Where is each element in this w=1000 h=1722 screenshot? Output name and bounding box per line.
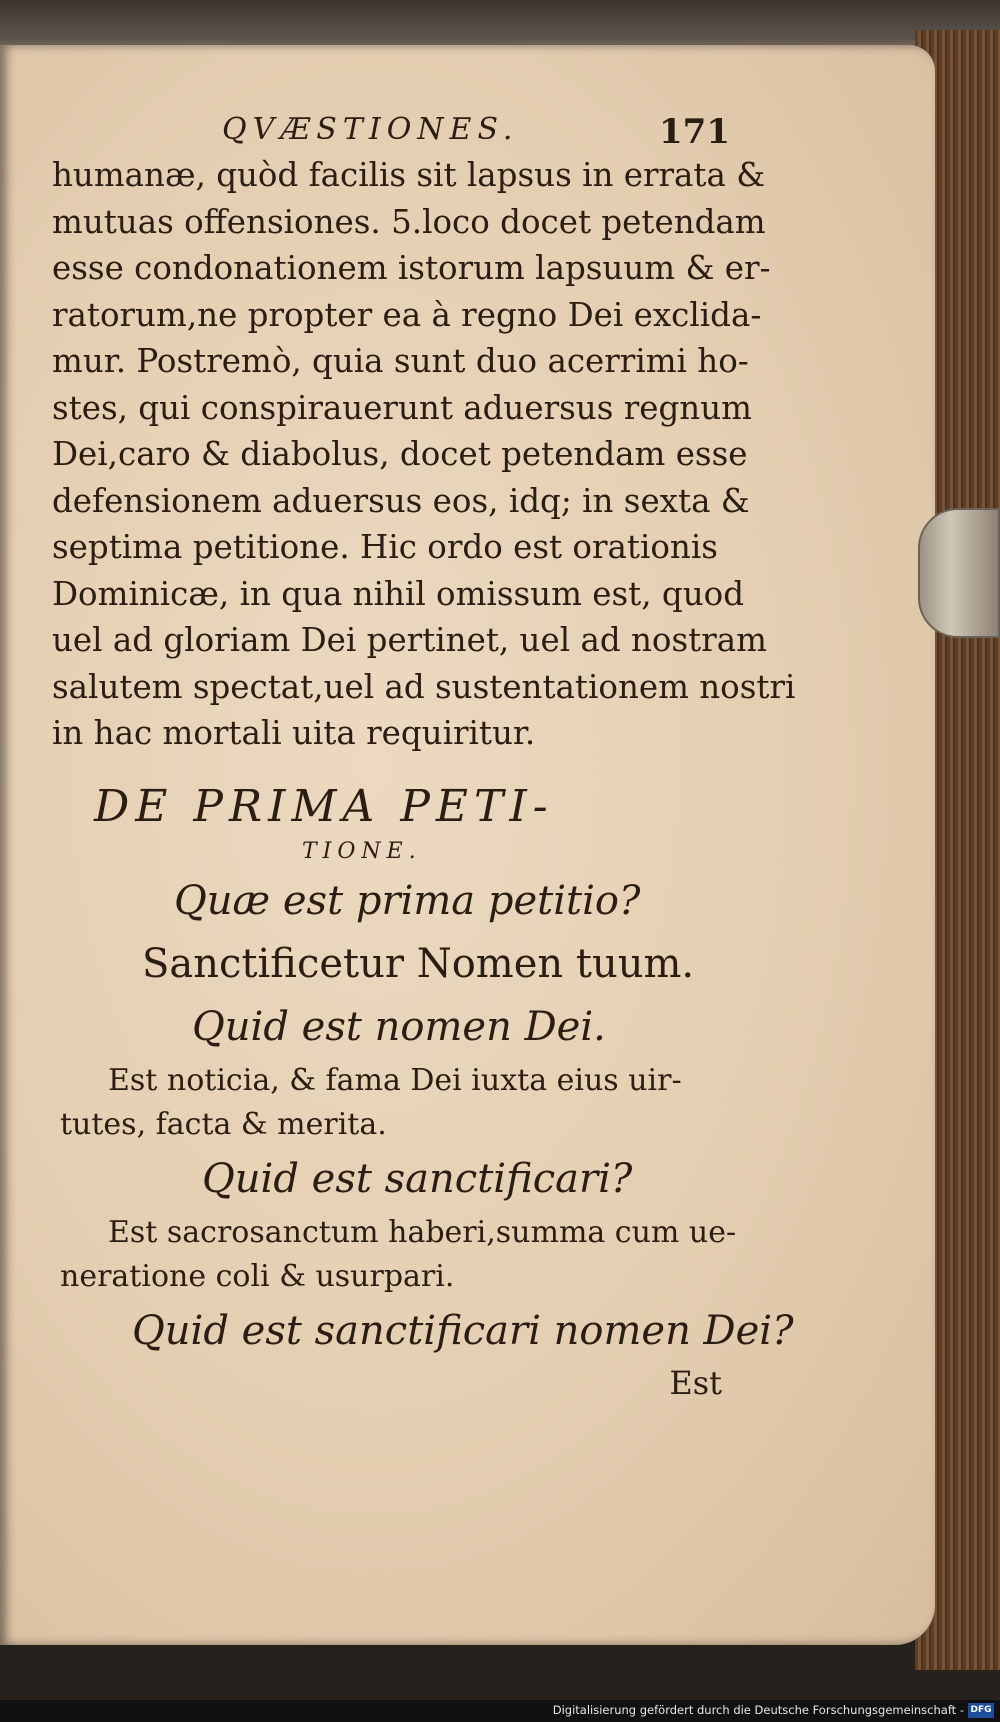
body-line: septima petitione. Hic ordo est orationis (52, 528, 718, 566)
question-4: Quid est sanctificari nomen Dei? (132, 1307, 794, 1354)
body-line: Dei,caro & diabolus, docet petendam esse (52, 435, 748, 473)
body-line: stes, qui conspirauerunt aduersus regnum (52, 388, 752, 427)
answer-2-line: tutes, facta & merita. (60, 1106, 387, 1142)
footer-bar (0, 1700, 1000, 1722)
funding-credit: Digitalisierung gefördert durch die Deutsche Forschungsgemeinschaft - (552, 1703, 964, 1717)
body-line: esse condonationem istorum lapsuum & er- (52, 249, 771, 287)
catchword: Est (669, 1363, 722, 1402)
body-line: uel ad gloriam Dei pertinet, uel ad nostram (52, 621, 767, 659)
dfg-logo-icon: DFG (968, 1703, 994, 1718)
body-line: defensionem aduersus eos, idq; in sexta & (52, 481, 750, 520)
page-number: 171 (659, 112, 730, 152)
body-line: humanæ, quòd facilis sit lapsus in errata & (52, 156, 766, 194)
page-text (52, 112, 796, 1403)
body-line: mutuas offensiones. 5.loco docet petendam (52, 202, 766, 241)
page-header (52, 112, 730, 152)
section-heading: DE PRIMA PETI- (94, 780, 554, 832)
body-line: in hac mortali uita requiritur. (52, 714, 536, 752)
body-line: mur. Postremò, quia sunt duo acerrimi ho- (52, 342, 749, 380)
book-clasp (918, 508, 1000, 638)
question-2: Quid est nomen Dei. (192, 1003, 606, 1050)
section-heading-continuation: TIONE. (302, 838, 422, 864)
question-3: Quid est sanctificari? (202, 1155, 633, 1202)
body-line: salutem spectat,uel ad sustentationem nostri (52, 667, 796, 706)
answer-3-line: Est sacrosanctum haberi,summa cum ue- (108, 1214, 737, 1250)
body-paragraph (52, 152, 796, 757)
body-line: Dominicæ, in qua nihil omissum est, quod (52, 574, 745, 613)
running-head: QVÆSTIONES. (222, 112, 519, 147)
body-line: ratorum,ne propter ea à regno Dei exclida- (52, 295, 762, 334)
answer-2-line: Est noticia, & fama Dei iuxta eius uir- (108, 1062, 682, 1098)
answer-1: Sanctificetur Nomen tuum. (142, 940, 695, 987)
question-1: Quæ est prima petitio? (174, 877, 641, 924)
answer-3-line: neratione coli & usurpari. (60, 1258, 455, 1294)
